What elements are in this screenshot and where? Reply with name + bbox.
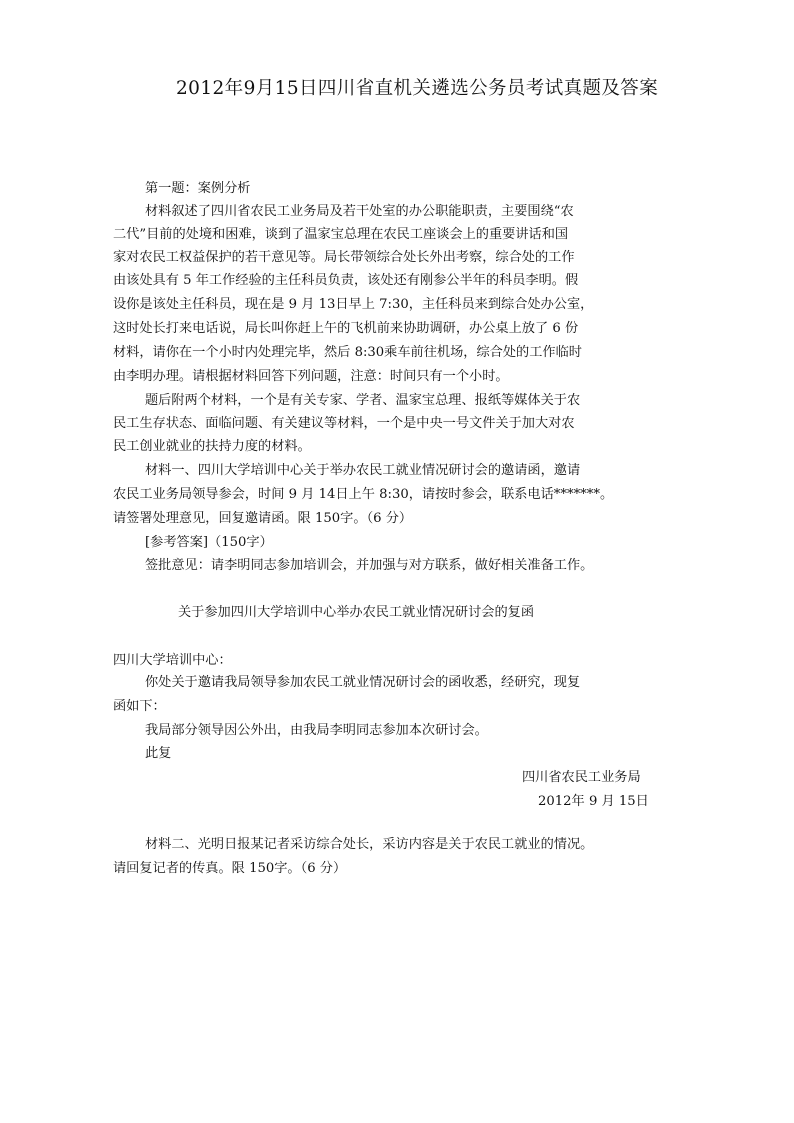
paragraph-line: 由该处具有 5 年工作经验的主任科员负责，该处还有刚参公半年的科员李明。假 [113, 273, 579, 288]
question-heading: 第一题：案例分析 [145, 181, 251, 196]
paragraph-line: 设你是该处主任科员，现在是 9 月 13日早上 7:30，主任科员来到综合处办公室， [113, 297, 594, 312]
signature-organization: 四川省农民工业务局 [522, 770, 641, 785]
paragraph-line: 函如下： [113, 699, 166, 714]
reply-closing: 此复 [145, 746, 172, 761]
paragraph-line: 请签署处理意见，回复邀请函。限 150字。（6 分） [113, 511, 413, 526]
reply-letter-title: 关于参加四川大学培训中心举办农民工就业情况研讨会的复函 [178, 605, 535, 620]
paragraph-line: 你处关于邀请我局领导参加农民工就业情况研讨会的函收悉，经研究，现复 [145, 675, 581, 690]
reply-recipient: 四川大学培训中心： [113, 653, 232, 668]
paragraph-line: 题后附两个材料，一个是有关专家、学者、温家宝总理、报纸等媒体关于农 [145, 393, 581, 408]
paragraph-line: 材料，请你在一个小时内处理完毕，然后 8:30乘车前往机场，综合处的工作临时 [113, 345, 582, 360]
document-title: 2012年9月15日四川省直机关遴选公务员考试真题及答案 [176, 78, 659, 99]
paragraph-line: 材料叙述了四川省农民工业务局及若干处室的办公职能职责，主要围绕“农 [145, 204, 574, 219]
paragraph-line: 民工创业就业的扶持力度的材料。 [113, 439, 311, 454]
paragraph-line: 材料二、光明日报某记者采访综合处长，采访内容是关于农民工就业的情况。 [145, 837, 594, 852]
approval-opinion: 签批意见：请李明同志参加培训会，并加强与对方联系，做好相关准备工作。 [145, 558, 594, 573]
paragraph-line: 农民工业务局领导参会，时间 9 月 14日上午 8:30，请按时参会，联系电话*******。 [113, 487, 614, 502]
reference-answer-label: [参考答案]（150字） [145, 535, 273, 550]
signature-date: 2012年 9 月 15日 [538, 794, 649, 809]
paragraph-line: 这时处长打来电话说，局长叫你赶上午的飞机前来协助调研，办公桌上放了 6 份 [113, 321, 579, 336]
paragraph-line: 材料一、四川大学培训中心关于举办农民工就业情况研讨会的邀请函，邀请 [145, 463, 581, 478]
paragraph-line: 家对农民工权益保护的若干意见等。局长带领综合处长外出考察，综合处的工作 [113, 250, 575, 265]
paragraph-line: 请回复记者的传真。限 150字。（6 分） [113, 861, 347, 876]
reply-content: 我局部分领导因公外出，由我局李明同志参加本次研讨会。 [145, 723, 488, 738]
paragraph-line: 二代”目前的处境和困难，谈到了温家宝总理在农民工座谈会上的重要讲话和国 [113, 227, 569, 242]
paragraph-line: 民工生存状态、面临问题、有关建议等材料，一个是中央一号文件关于加大对农 [113, 416, 575, 431]
paragraph-line: 由李明办理。请根据材料回答下列问题，注意：时间只有一个小时。 [113, 369, 509, 384]
